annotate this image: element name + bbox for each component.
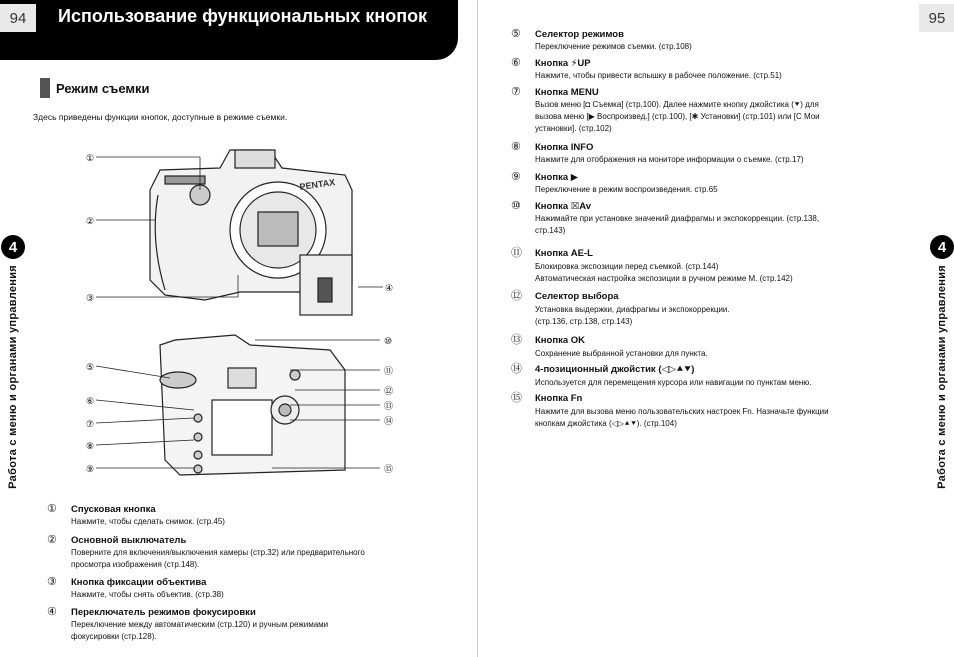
- item-description: Нажмите, чтобы сделать снимок. (стр.45): [71, 517, 225, 526]
- list-item: [511, 27, 911, 53]
- list-item: [47, 605, 452, 643]
- item-description: [535, 304, 911, 328]
- item-number: ③: [47, 575, 57, 588]
- list-item: [511, 287, 911, 328]
- callout-1: ①: [86, 154, 95, 164]
- item-number: ⑨: [511, 170, 521, 183]
- item-title: Кнопка INFO: [535, 142, 594, 153]
- item-number: ②: [47, 533, 57, 546]
- page-title: Использование функциональных кнопок: [58, 6, 428, 26]
- item-number: ⑧: [511, 140, 521, 153]
- list-item: [47, 575, 452, 601]
- item-title: Кнопка фиксации объектива: [71, 577, 207, 588]
- list-item: [511, 140, 911, 166]
- item-description: Нажмите, чтобы привести вспышку в рабочее положение. (стр.51): [535, 71, 782, 80]
- item-number: ①: [47, 502, 57, 515]
- chapter-title-left: Работа с меню и органами управления: [7, 265, 19, 489]
- item-title: Селектор режимов: [535, 29, 624, 40]
- item-description-line: Установка выдержки, диафрагмы и экспокоррекции.: [535, 305, 730, 314]
- item-description-line: Нажмите для вызова меню пользовательских настроек Fn. Назначьте функции: [535, 407, 829, 416]
- item-title: Переключатель режимов фокусировки: [71, 607, 256, 618]
- item-description-line: стр.143): [535, 226, 566, 235]
- item-number: ⑬: [511, 333, 522, 346]
- brand-logo: PENTAX: [298, 177, 336, 192]
- item-title: Кнопка ☒Av: [535, 201, 592, 212]
- camera-front-illustration: [150, 150, 352, 315]
- callout-13: ⑬: [384, 402, 394, 412]
- item-description-line: (стр.136, стр.138, стр.143): [535, 317, 633, 326]
- callout-3: ③: [86, 294, 95, 304]
- page-number-right: 95: [919, 4, 954, 32]
- list-item: [511, 389, 911, 430]
- item-title: Кнопка MENU: [535, 87, 599, 98]
- item-description: [535, 213, 911, 237]
- callout-12: ⑫: [384, 387, 394, 397]
- item-description-line: вызова меню [▶ Воспроизвед.] (стр.100), [✱ Установки] (стр.101) или [C Мои: [535, 112, 820, 121]
- item-description-line: фокусировки (стр.128).: [71, 632, 157, 641]
- list-item: [511, 244, 911, 285]
- item-description: [71, 547, 452, 571]
- item-title: Основной выключатель: [71, 535, 187, 546]
- item-title: Селектор выбора: [535, 291, 619, 302]
- item-number: ⑭: [511, 362, 522, 375]
- callout-9: ⑨: [86, 465, 95, 475]
- camera-diagram: [0, 0, 477, 500]
- section-title: Режим съемки: [56, 80, 150, 96]
- callout-6: ⑥: [86, 397, 95, 407]
- chapter-tab-right: [929, 235, 954, 489]
- item-title: Кнопка ⚡UP: [535, 58, 591, 69]
- list-item: [47, 533, 452, 571]
- item-description: Сохранение выбранной установки для пункта.: [535, 349, 708, 358]
- item-number: ⑮: [511, 391, 522, 404]
- item-description-line: Нажимайте при установке значений диафрагмы и экспокоррекции. (стр.138,: [535, 214, 820, 223]
- item-description: [535, 261, 911, 285]
- chapter-number-right: 4: [930, 235, 954, 259]
- item-title: 4-позиционный джойстик (◁▷⯅⯆): [535, 364, 695, 375]
- list-item: [511, 199, 911, 237]
- item-description: Нажмите для отображения на мониторе информации о съемке. (стр.17): [535, 155, 804, 164]
- item-number: ⑥: [511, 56, 521, 69]
- callout-5: ⑤: [86, 363, 95, 373]
- item-description: [535, 406, 911, 430]
- item-number: ⑦: [511, 85, 521, 98]
- chapter-title-right: Работа с меню и органами управления: [936, 265, 948, 489]
- list-item: [47, 502, 452, 528]
- intro-text: Здесь приведены функции кнопок, доступные в режиме съемки.: [33, 112, 288, 122]
- item-description: Переключение в режим воспроизведения. стр.65: [535, 185, 718, 194]
- item-number: ⑩: [511, 199, 521, 212]
- callout-2: ②: [86, 217, 95, 227]
- callout-15: ⑮: [384, 465, 394, 475]
- item-title: Кнопка ▶: [535, 172, 579, 183]
- list-item: [511, 331, 911, 360]
- item-description-line: кнопкам джойстика (◁▷⯅⯆). (стр.104): [535, 419, 677, 428]
- item-description-line: просмотра изображения (стр.148).: [71, 560, 200, 569]
- item-description: [535, 99, 911, 135]
- list-item: [511, 56, 911, 82]
- item-number: ⑪: [511, 246, 522, 259]
- chapter-number-left: 4: [1, 235, 25, 259]
- list-item: [511, 360, 911, 389]
- item-description-line: установки]. (стр.102): [535, 124, 612, 133]
- page-number-left: 94: [0, 4, 36, 32]
- item-description-line: Блокировка экспозиции перед съемкой. (стр.144): [535, 262, 719, 271]
- item-description: Переключение режимов съемки. (стр.108): [535, 42, 692, 51]
- item-title: Спусковая кнопка: [71, 504, 156, 515]
- callout-8: ⑧: [86, 442, 95, 452]
- callout-7: ⑦: [86, 420, 95, 430]
- callout-14: ⑭: [384, 417, 394, 427]
- item-title: Кнопка OK: [535, 335, 586, 346]
- item-title: Кнопка AE-L: [535, 248, 593, 259]
- item-description-line: Вызов меню [◘ Съемка] (стр.100). Далее нажмите кнопку джойстика (⯆) для: [535, 100, 819, 109]
- callout-10: ⑩: [384, 337, 393, 347]
- item-description-line: Переключение между автоматическим (стр.120) и ручным режимами: [71, 620, 329, 629]
- item-number: ⑤: [511, 27, 521, 40]
- item-number: ⑫: [511, 289, 522, 302]
- item-description-line: Автоматическая настройка экспозиции в ручном режиме M. (стр.142): [535, 274, 793, 283]
- item-description: Нажмите, чтобы снять объектив. (стр.38): [71, 590, 224, 599]
- item-description-line: Поверните для включения/выключения камеры (стр.32) или предварительного: [71, 548, 365, 557]
- item-description: [71, 619, 452, 643]
- list-item: [511, 170, 911, 196]
- callout-11: ⑪: [384, 367, 394, 377]
- item-description: Используется для перемещения курсора или навигации по пунктам меню.: [535, 378, 812, 387]
- item-number: ④: [47, 605, 57, 618]
- list-item: [511, 85, 911, 135]
- callout-4: ④: [385, 284, 394, 294]
- item-title: Кнопка Fn: [535, 393, 583, 404]
